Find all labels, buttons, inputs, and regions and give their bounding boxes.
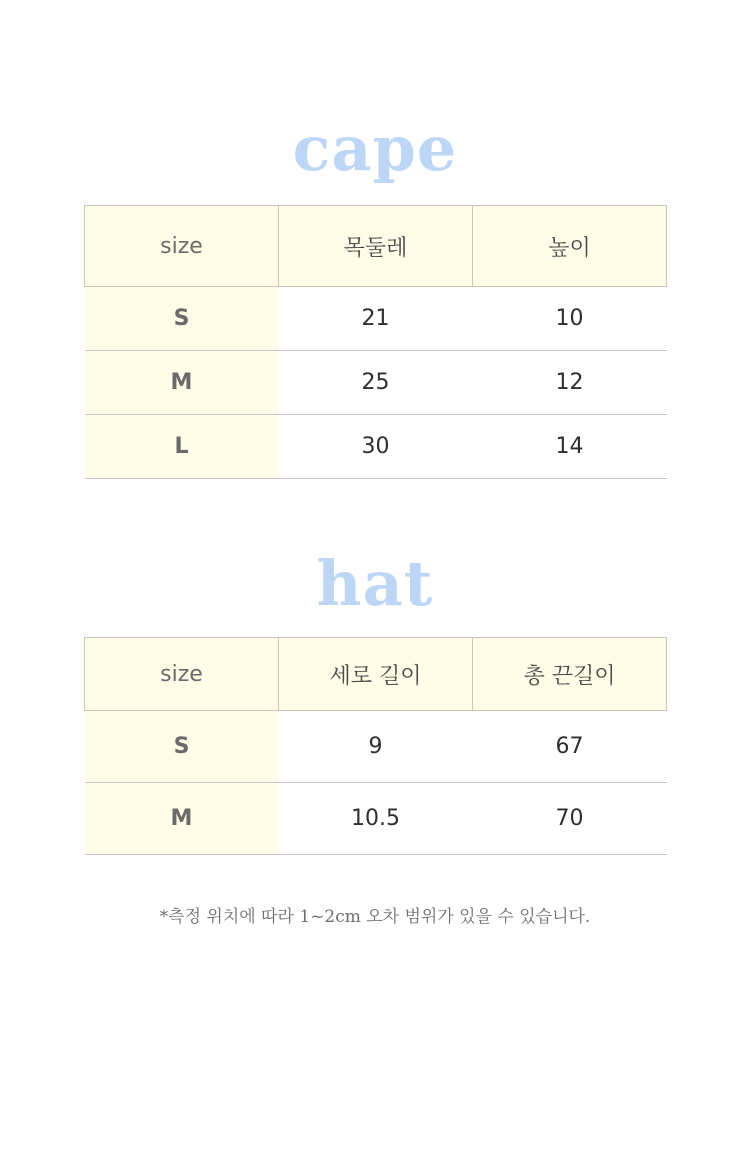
- hat-section-title: hat: [316, 547, 434, 620]
- vertical-length-value: 9: [279, 711, 473, 783]
- table-row: [85, 287, 667, 351]
- height-value: 10: [473, 287, 667, 351]
- neck-value: 25: [279, 351, 473, 415]
- table-header-row: [85, 206, 667, 287]
- strap-length-value: 67: [473, 711, 667, 783]
- header-height: 높이: [473, 206, 667, 287]
- size-cell: S: [85, 287, 279, 351]
- header-total-strap-length: 총 끈길이: [473, 638, 667, 711]
- header-size: size: [85, 638, 279, 711]
- cape-size-table: [84, 205, 667, 479]
- size-cell: L: [85, 415, 279, 479]
- header-neck-circumference: 목둘레: [279, 206, 473, 287]
- table-row: [85, 711, 667, 783]
- header-vertical-length: 세로 길이: [279, 638, 473, 711]
- header-size: size: [85, 206, 279, 287]
- neck-value: 21: [279, 287, 473, 351]
- size-cell: M: [85, 351, 279, 415]
- hat-size-table: [84, 637, 667, 855]
- height-value: 14: [473, 415, 667, 479]
- strap-length-value: 70: [473, 783, 667, 855]
- height-value: 12: [473, 351, 667, 415]
- table-row: [85, 415, 667, 479]
- table-row: [85, 783, 667, 855]
- table-header-row: [85, 638, 667, 711]
- cape-section-title: cape: [292, 112, 458, 185]
- size-cell: M: [85, 783, 279, 855]
- size-cell: S: [85, 711, 279, 783]
- table-row: [85, 351, 667, 415]
- neck-value: 30: [279, 415, 473, 479]
- vertical-length-value: 10.5: [279, 783, 473, 855]
- measurement-footnote: *측정 위치에 따라 1~2cm 오차 범위가 있을 수 있습니다.: [159, 907, 591, 927]
